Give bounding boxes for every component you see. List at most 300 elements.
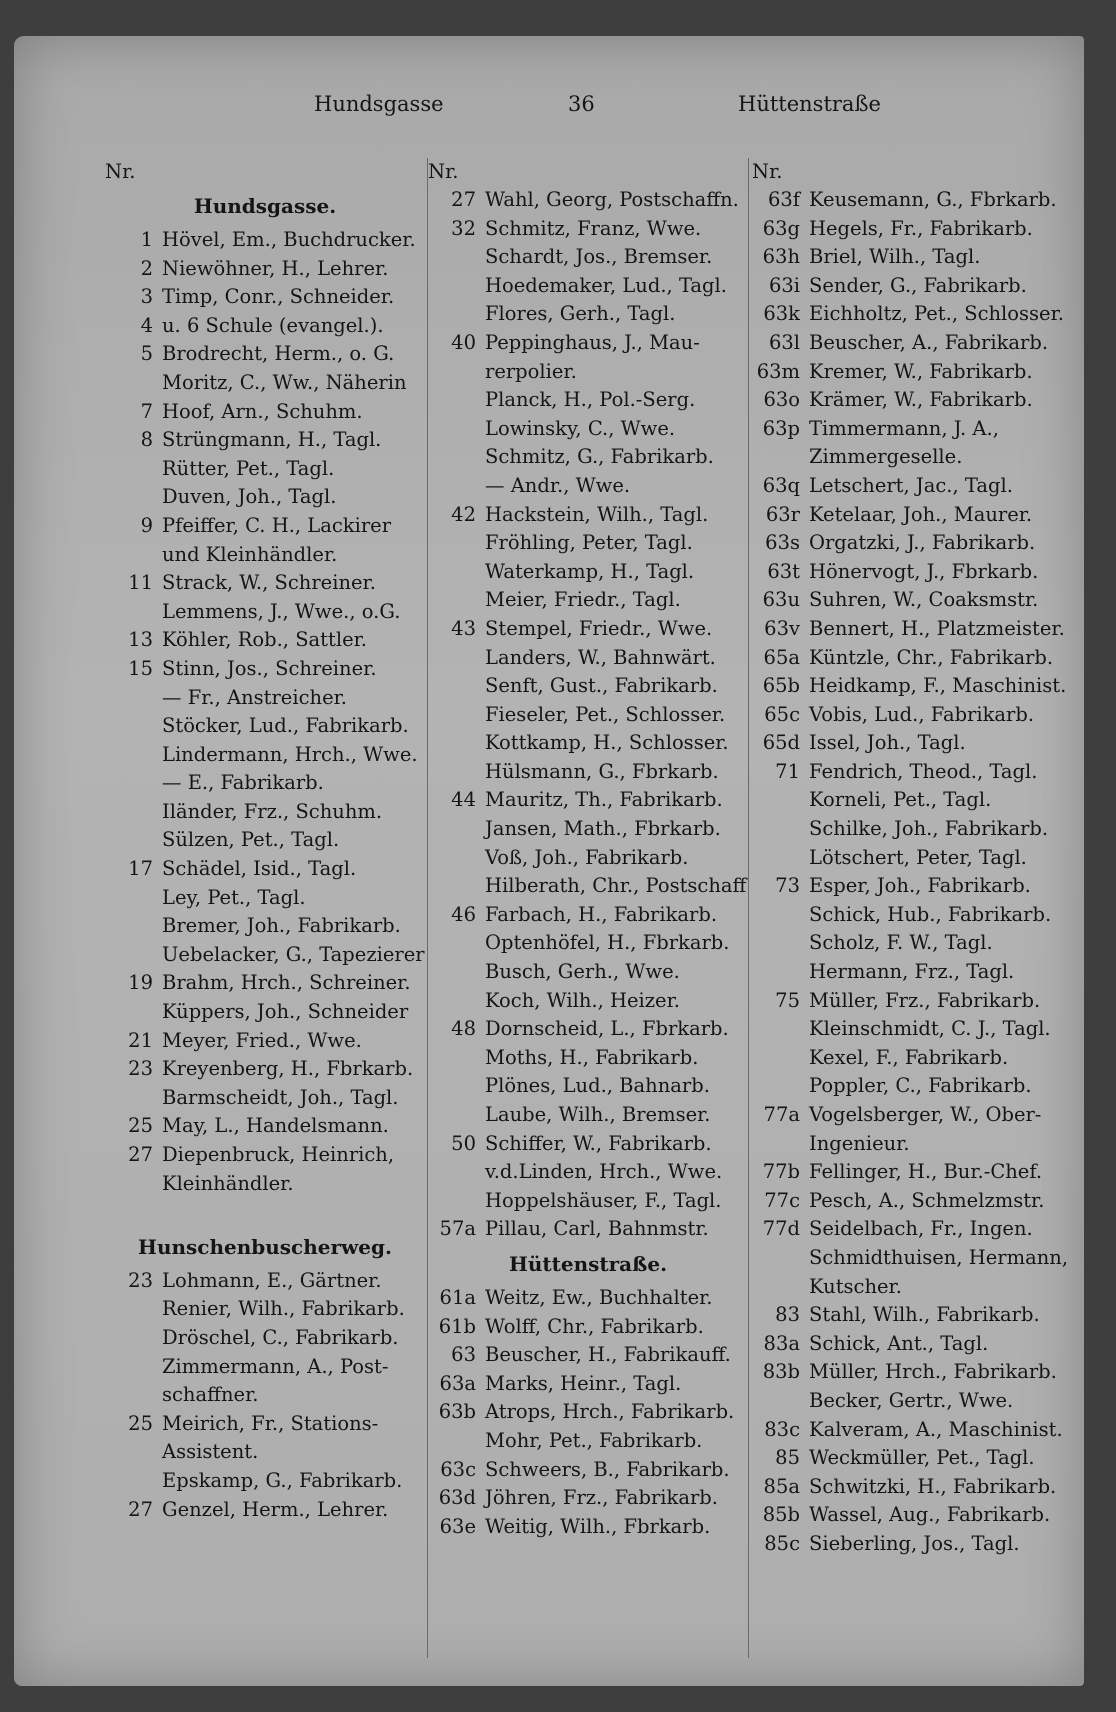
list-item <box>752 1530 1082 1559</box>
house-number: 19 <box>128 971 153 995</box>
resident-entry: Voß, Joh., Fabrikarb. <box>485 845 689 869</box>
list-item <box>752 558 1082 587</box>
list-item <box>105 512 425 541</box>
resident-entry: Schädel, Isid., Tagl. <box>162 857 357 881</box>
house-number: 85 <box>775 1446 800 1470</box>
list-item <box>428 929 748 958</box>
resident-entry: Strack, W., Schreiner. <box>162 571 376 595</box>
house-number: 71 <box>775 759 800 783</box>
list-item <box>752 215 1082 244</box>
list-item <box>105 1381 425 1410</box>
house-number: 40 <box>451 330 476 354</box>
section-heading: Hundsgasse. <box>193 194 337 218</box>
resident-entry: Mohr, Pet., Fabrikarb. <box>485 1428 703 1452</box>
resident-entry: Schmitz, Franz, Wwe. <box>485 216 702 240</box>
resident-entry: Weitz, Ew., Buchhalter. <box>485 1285 713 1309</box>
house-number: 57a <box>439 1217 476 1241</box>
list-item <box>752 272 1082 301</box>
list-item <box>752 615 1082 644</box>
house-number: 1 <box>140 228 153 251</box>
resident-entry: Peppinghaus, J., Mau- <box>485 330 700 354</box>
house-number <box>105 712 162 741</box>
list-item <box>428 529 748 558</box>
resident-entry: — E., Fabrikarb. <box>162 771 324 795</box>
resident-entry: Moths, H., Fabrikarb. <box>485 1045 699 1069</box>
house-number: 63q <box>762 473 800 497</box>
house-number <box>428 987 485 1016</box>
house-number <box>428 729 485 758</box>
house-number <box>105 1324 162 1353</box>
house-number: 15 <box>128 656 153 680</box>
resident-entry: Stinn, Jos., Schreiner. <box>162 656 377 680</box>
list-item <box>428 329 748 358</box>
house-number: 65b <box>762 674 800 698</box>
house-number: 83a <box>763 1331 800 1355</box>
resident-entry: Flores, Gerh., Tagl. <box>485 302 676 326</box>
list-item <box>428 472 748 501</box>
resident-entry: Duven, Joh., Tagl. <box>162 485 337 509</box>
resident-entry: Assistent. <box>162 1440 259 1464</box>
resident-entry: Schmitz, G., Fabrikarb. <box>485 445 714 469</box>
list-item <box>428 358 748 387</box>
list-item <box>428 586 748 615</box>
resident-entry: Poppler, C., Fabrikarb. <box>809 1074 1032 1098</box>
resident-entry: Hegels, Fr., Fabrikarb. <box>809 216 1033 240</box>
resident-entry: Küppers, Joh., Schneider <box>162 1000 409 1024</box>
list-item <box>752 1416 1082 1445</box>
page-number: 36 <box>568 92 595 116</box>
list-item <box>105 712 425 741</box>
list-item <box>105 855 425 884</box>
house-number: 3 <box>140 285 153 309</box>
list-item <box>428 758 748 787</box>
house-number <box>752 1072 809 1101</box>
house-number <box>105 798 162 827</box>
house-number: 85a <box>763 1474 800 1498</box>
list-item <box>428 1215 748 1244</box>
resident-entry: Küntzle, Chr., Fabrikarb. <box>809 645 1054 669</box>
resident-entry: Hermann, Frz., Tagl. <box>809 960 1015 984</box>
list-item <box>752 958 1082 987</box>
house-number: 4 <box>140 313 153 337</box>
resident-entry: Keusemann, G., Fbrkarb. <box>809 188 1057 211</box>
house-number: 75 <box>775 988 800 1012</box>
resident-entry: Müller, Frz., Fabrikarb. <box>809 988 1041 1012</box>
column-1 <box>105 158 425 1524</box>
house-number: 42 <box>451 502 476 526</box>
house-number <box>752 958 809 987</box>
list-item <box>752 501 1082 530</box>
list-item <box>752 300 1082 329</box>
house-number <box>752 1387 809 1416</box>
resident-entry: Ingenieur. <box>809 1131 910 1155</box>
list-item <box>105 769 425 798</box>
list-item <box>428 987 748 1016</box>
resident-entry: Schiffer, W., Fabrikarb. <box>485 1131 712 1155</box>
list-item <box>752 1244 1082 1273</box>
resident-entry: Planck, H., Pol.-Serg. <box>485 388 696 412</box>
resident-entry: Landers, W., Bahnwärt. <box>485 645 716 669</box>
house-number: 17 <box>128 857 153 881</box>
resident-entry: Jöhren, Frz., Fabrikarb. <box>485 1486 718 1510</box>
resident-entry: Kreyenberg, H., Fbrkarb. <box>162 1057 414 1081</box>
list-item <box>752 1158 1082 1187</box>
resident-entry: Lindermann, Hrch., Wwe. <box>162 742 418 766</box>
house-number: 27 <box>128 1143 153 1166</box>
list-item <box>428 1313 748 1342</box>
list-item <box>105 541 425 570</box>
resident-entry: Schick, Hub., Fabrikarb. <box>809 902 1052 926</box>
resident-entry: Kottkamp, H., Schlosser. <box>485 731 729 755</box>
list-item <box>752 644 1082 673</box>
list-item <box>428 1284 748 1313</box>
list-item <box>428 901 748 930</box>
resident-entry: Zimmergeselle. <box>809 445 963 469</box>
resident-entry: schaffner. <box>162 1383 259 1407</box>
resident-entry: Meier, Friedr., Tagl. <box>485 588 681 612</box>
list-item <box>428 386 748 415</box>
house-number: 63b <box>438 1400 476 1424</box>
list-item <box>428 415 748 444</box>
resident-entry: Letschert, Jac., Tagl. <box>809 473 1013 497</box>
list-item <box>752 1387 1082 1416</box>
house-number <box>105 1467 162 1496</box>
list-item <box>752 1130 1082 1159</box>
resident-entry: Kutscher. <box>809 1274 902 1298</box>
house-number <box>752 443 809 472</box>
list-item <box>105 1112 425 1141</box>
list-item <box>752 758 1082 787</box>
house-number <box>428 386 485 415</box>
list-item <box>428 815 748 844</box>
house-number: 63g <box>762 216 800 240</box>
house-number <box>105 1438 162 1467</box>
house-number: 63e <box>439 1514 476 1538</box>
list-item <box>752 1015 1082 1044</box>
house-number <box>752 1273 809 1302</box>
list-item <box>752 1330 1082 1359</box>
house-number <box>428 529 485 558</box>
header-left-street: Hundsgasse <box>314 92 444 116</box>
resident-entry: Dornscheid, L., Fbrkarb. <box>485 1017 729 1041</box>
resident-entry: Farbach, H., Fabrikarb. <box>485 902 718 926</box>
list-item <box>752 1215 1082 1244</box>
resident-entry: Brodrecht, Herm., o. G. <box>162 342 395 366</box>
list-item <box>752 729 1082 758</box>
list-item <box>428 872 748 901</box>
list-item <box>752 786 1082 815</box>
house-number: 27 <box>451 188 476 211</box>
house-number: 63h <box>762 245 800 269</box>
list-item <box>752 472 1082 501</box>
house-number <box>428 929 485 958</box>
resident-entry: rerpolier. <box>485 359 577 383</box>
list-item <box>428 615 748 644</box>
list-item <box>752 1444 1082 1473</box>
list-item <box>428 1187 748 1216</box>
resident-entry: Koch, Wilh., Heizer. <box>485 988 680 1012</box>
nr-heading: Nr. <box>752 160 783 183</box>
house-number: 63p <box>762 416 800 440</box>
list-item <box>105 684 425 713</box>
resident-entry: Eichholtz, Pet., Schlosser. <box>809 302 1064 326</box>
resident-entry: Esper, Joh., Fabrikarb. <box>809 874 1031 898</box>
house-number: 63t <box>767 559 800 583</box>
resident-entry: Pillau, Carl, Bahnmstr. <box>485 1217 709 1241</box>
house-number: 8 <box>140 428 153 452</box>
resident-entry: Müller, Hrch., Fabrikarb. <box>809 1360 1057 1384</box>
house-number <box>752 1244 809 1273</box>
list-item <box>752 386 1082 415</box>
list-item <box>105 1410 425 1439</box>
house-number: 63s <box>765 531 800 555</box>
resident-entry: Schardt, Jos., Bremser. <box>485 245 713 269</box>
house-number <box>105 912 162 941</box>
resident-entry: Diepenbruck, Heinrich, <box>162 1143 395 1166</box>
house-number <box>428 701 485 730</box>
list-item <box>428 1015 748 1044</box>
house-number <box>428 958 485 987</box>
list-item <box>428 786 748 815</box>
house-number: 63d <box>438 1486 476 1510</box>
list-item <box>752 186 1082 215</box>
resident-entry: Stahl, Wilh., Fabrikarb. <box>809 1303 1040 1327</box>
list-item <box>752 243 1082 272</box>
house-number <box>105 1381 162 1410</box>
resident-entry: Plönes, Lud., Bahnarb. <box>485 1074 710 1098</box>
house-number: 77c <box>764 1188 800 1212</box>
list-item <box>428 1456 748 1485</box>
list-item <box>105 255 425 284</box>
resident-entry: Hülsmann, G., Fbrkarb. <box>485 759 719 783</box>
list-item <box>752 443 1082 472</box>
list-item <box>752 1101 1082 1130</box>
list-item <box>752 701 1082 730</box>
resident-entry: Timmermann, J. A., <box>809 416 999 440</box>
list-item <box>428 1370 748 1399</box>
house-number <box>105 998 162 1027</box>
house-number: 63r <box>765 502 800 526</box>
resident-entry: Orgatzki, J., Fabrikarb. <box>809 531 1036 555</box>
list-item <box>105 655 425 684</box>
house-number <box>105 684 162 713</box>
resident-entry: v.d.Linden, Hrch., Wwe. <box>485 1160 723 1184</box>
house-number <box>428 415 485 444</box>
house-number: 83b <box>762 1360 800 1384</box>
resident-entry: Senft, Gust., Fabrikarb. <box>485 674 718 698</box>
resident-entry: Marks, Heinr., Tagl. <box>485 1371 682 1395</box>
resident-entry: Krämer, W., Fabrikarb. <box>809 388 1033 412</box>
resident-entry: Schmidthuisen, Hermann, <box>809 1245 1069 1269</box>
house-number <box>428 758 485 787</box>
list-item <box>428 243 748 272</box>
list-item <box>752 929 1082 958</box>
resident-entry: Beuscher, H., Fabrikauff. <box>485 1343 731 1367</box>
list-item <box>105 998 425 1027</box>
spacer <box>105 1198 425 1227</box>
house-number: 27 <box>128 1497 153 1521</box>
house-number <box>428 1427 485 1456</box>
resident-entry: Ley, Pet., Tagl. <box>162 885 306 909</box>
list-item <box>428 729 748 758</box>
list-item <box>428 1398 748 1427</box>
list-item <box>105 340 425 369</box>
list-item <box>428 1484 748 1513</box>
list-item <box>105 569 425 598</box>
house-number <box>428 272 485 301</box>
list-item <box>428 558 748 587</box>
house-number <box>428 358 485 387</box>
list-item <box>428 443 748 472</box>
resident-entry: Kleinhändler. <box>162 1171 294 1195</box>
list-item <box>105 798 425 827</box>
list-item <box>105 598 425 627</box>
resident-entry: Issel, Joh., Tagl. <box>809 731 966 755</box>
house-number: 61a <box>439 1285 476 1309</box>
house-number <box>428 586 485 615</box>
resident-entry: Timp, Conr., Schneider. <box>162 285 395 309</box>
resident-entry: May, L., Handelsmann. <box>162 1114 389 1138</box>
house-number: 63 <box>451 1343 476 1367</box>
list-item <box>105 1267 425 1296</box>
list-item <box>752 329 1082 358</box>
house-number: 21 <box>128 1028 153 1052</box>
resident-entry: Atrops, Hrch., Fabrikarb. <box>485 1400 735 1424</box>
house-number: 77a <box>763 1103 800 1126</box>
house-number <box>105 1353 162 1382</box>
house-number <box>752 844 809 873</box>
resident-entry: Scholz, F. W., Tagl. <box>809 931 993 955</box>
house-number: 25 <box>128 1114 153 1138</box>
house-number <box>752 901 809 930</box>
list-item <box>428 1341 748 1370</box>
list-item <box>105 369 425 398</box>
house-number: 25 <box>128 1411 153 1435</box>
list-item <box>105 1084 425 1113</box>
house-number: 65a <box>763 645 800 669</box>
resident-entry: Strüngmann, H., Tagl. <box>162 428 382 452</box>
list-item <box>105 884 425 913</box>
resident-entry: Hövel, Em., Buchdrucker. <box>162 228 416 251</box>
house-number <box>428 1101 485 1130</box>
house-number: 77d <box>762 1217 800 1241</box>
resident-entry: — Andr., Wwe. <box>485 473 631 497</box>
resident-entry: Hoedemaker, Lud., Tagl. <box>485 273 727 297</box>
list-item <box>105 1438 425 1467</box>
resident-entry: Zimmermann, A., Post- <box>162 1354 389 1378</box>
resident-entry: Becker, Gertr., Wwe. <box>809 1388 1014 1412</box>
list-item <box>105 426 425 455</box>
resident-entry: Bennert, H., Platzmeister. <box>809 616 1065 640</box>
resident-entry: Mauritz, Th., Fabrikarb. <box>485 788 723 812</box>
list-item <box>752 872 1082 901</box>
list-item <box>428 1072 748 1101</box>
resident-entry: Stöcker, Lud., Fabrikarb. <box>162 714 409 738</box>
list-item <box>105 626 425 655</box>
house-number: 63m <box>756 359 800 383</box>
list-item <box>752 1473 1082 1502</box>
resident-entry: Dröschel, C., Fabrikarb. <box>162 1325 399 1349</box>
resident-entry: Busch, Gerh., Wwe. <box>485 960 680 984</box>
house-number <box>105 741 162 770</box>
resident-entry: Wolff, Chr., Fabrikarb. <box>485 1314 704 1338</box>
list-item <box>752 844 1082 873</box>
resident-entry: Epskamp, G., Fabrikarb. <box>162 1468 403 1492</box>
resident-entry: Suhren, W., Coaksmstr. <box>809 588 1039 612</box>
list-item <box>105 312 425 341</box>
resident-entry: Köhler, Rob., Sattler. <box>162 628 368 652</box>
house-number: 63l <box>768 330 800 354</box>
house-number <box>105 541 162 570</box>
resident-entry: Korneli, Pet., Tagl. <box>809 788 992 812</box>
house-number: 2 <box>140 256 153 280</box>
resident-entry: Wahl, Georg, Postschaffn. <box>485 188 739 211</box>
list-item <box>428 1101 748 1130</box>
resident-entry: Hackstein, Wilh., Tagl. <box>485 502 709 526</box>
house-number: 61b <box>438 1314 476 1338</box>
list-item <box>428 844 748 873</box>
resident-entry: Fröhling, Peter, Tagl. <box>485 531 693 555</box>
column-3 <box>752 158 1082 1559</box>
house-number <box>105 1295 162 1324</box>
resident-entry: Barmscheidt, Joh., Tagl. <box>162 1085 399 1109</box>
list-item <box>105 969 425 998</box>
house-number: 77b <box>762 1160 800 1184</box>
resident-entry: Ketelaar, Joh., Maurer. <box>809 502 1033 526</box>
list-item <box>428 501 748 530</box>
house-number: 13 <box>128 628 153 652</box>
resident-entry: u. 6 Schule (evangel.). <box>162 313 384 337</box>
resident-entry: und Kleinhändler. <box>162 542 338 566</box>
resident-entry: Jansen, Math., Fbrkarb. <box>485 817 721 841</box>
list-item <box>752 815 1082 844</box>
column-2 <box>428 158 748 1541</box>
header-right-street: Hüttenstraße <box>738 92 881 116</box>
list-item <box>105 1055 425 1084</box>
house-number: 83c <box>764 1417 800 1441</box>
list-item <box>428 958 748 987</box>
list-item <box>752 415 1082 444</box>
list-item <box>428 1044 748 1073</box>
resident-entry: Hoppelshäuser, F., Tagl. <box>485 1188 722 1212</box>
list-item <box>105 1295 425 1324</box>
house-number: 63u <box>762 588 800 612</box>
list-item <box>752 1358 1082 1387</box>
resident-entry: Vogelsberger, W., Ober- <box>809 1103 1042 1126</box>
section-heading: Hüttenstraße. <box>508 1251 668 1276</box>
list-item <box>752 1273 1082 1302</box>
resident-entry: Lowinsky, C., Wwe. <box>485 416 676 440</box>
list-item <box>105 826 425 855</box>
list-item <box>752 358 1082 387</box>
resident-entry: Schilke, Joh., Fabrikarb. <box>809 817 1049 841</box>
resident-entry: Optenhöfel, H., Fbrkarb. <box>485 931 730 955</box>
resident-entry: Brahm, Hrch., Schreiner. <box>162 971 411 995</box>
list-item <box>105 398 425 427</box>
resident-entry: Vobis, Lud., Fabrikarb. <box>809 702 1035 726</box>
list-item <box>105 912 425 941</box>
resident-entry: Moritz, C., Ww., Näherin <box>162 370 407 394</box>
list-item <box>428 186 748 215</box>
house-number: 85b <box>762 1503 800 1527</box>
list-item <box>105 283 425 312</box>
resident-entry: Genzel, Herm., Lehrer. <box>162 1497 389 1521</box>
house-number <box>105 598 162 627</box>
resident-entry: Niewöhner, H., Lehrer. <box>162 256 389 280</box>
list-item <box>105 455 425 484</box>
house-number: 63i <box>768 273 800 297</box>
house-number <box>752 929 809 958</box>
